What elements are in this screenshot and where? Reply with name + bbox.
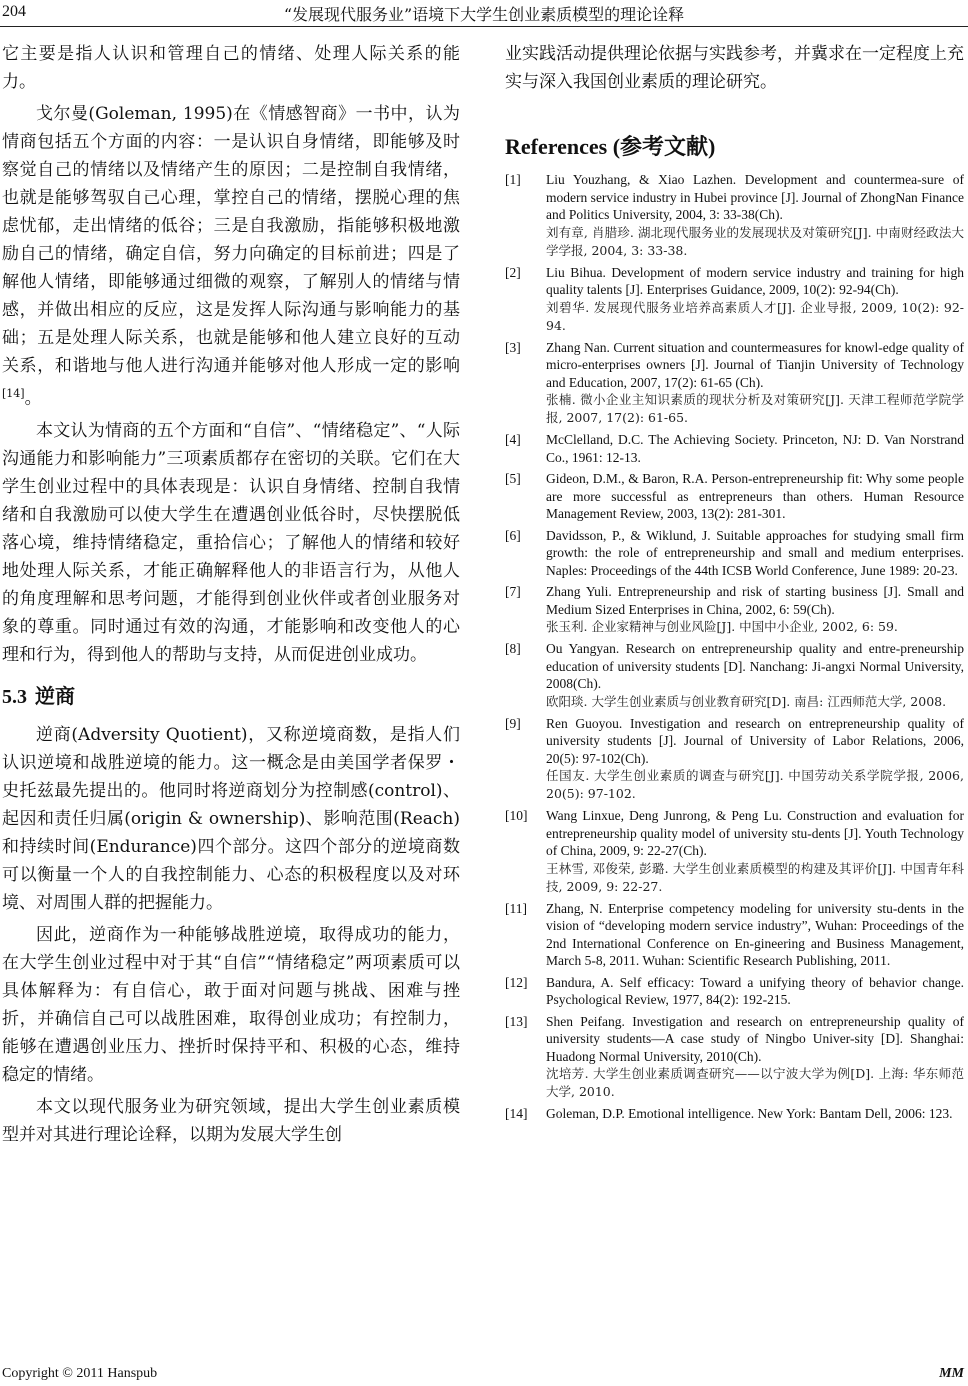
paragraph-end: 。 bbox=[24, 388, 42, 409]
paragraph-text: 戈尔曼(Goleman, 1995)在《情感智商》一书中，认为情商包括五个方面的内容：一是认识自身情绪，即能够及时察觉自己的情绪以及情绪产生的原因；二是控制自我情绪，也就是能够驾驭自己心理，掌控自己的情绪，摆脱心理的焦虑忧郁，走出情绪的低谷；三是自我激励，指能够积极地激励自己的情绪，确定自信，努力向确定的目标前进；四是了解他人情绪，即能够通过细微的观察，了解别人的情绪与情感，并做出相应的反应，这是发挥人际沟通与影响能力的基础；五是处理人际关系，也就是能够和他人建立良好的互动关系，和谐地与他人进行沟通并能够对他人形成一定的影响 bbox=[2, 104, 460, 376]
reference-english: Davidsson, P., & Wiklund, J. Suitable approaches for studying small firm growth: the role of entrepreneurship and small and medium enterprises. Naples: Proceedings of the 44th ICSB World Conference, June 1989: 20-23. bbox=[546, 527, 964, 578]
reference-number: [1] bbox=[505, 172, 521, 187]
page-number: 204 bbox=[2, 3, 26, 20]
reference-english: Bandura, A. Self efficacy: Toward a unifying theory of behavior change. Psychological Review, 1977, 84(2): 192-215. bbox=[546, 974, 964, 1007]
reference-chinese: 王林雪, 邓俊荣, 彭璐. 大学生创业素质模型的构建及其评价[J]. 中国青年科技, 2009, 9: 22-27. bbox=[546, 860, 964, 894]
reference-item bbox=[505, 1013, 964, 1102]
reference-english: Zhang Yuli. Entrepreneurship and risk of starting business [J]. Small and Medium Sized Enterprises in China, 2002, 6: 59(Ch). bbox=[546, 584, 964, 617]
reference-item bbox=[505, 431, 964, 466]
reference-item bbox=[505, 1105, 964, 1123]
page-header bbox=[0, 0, 968, 27]
reference-item bbox=[505, 527, 964, 580]
reference-item bbox=[505, 807, 964, 896]
reference-number: [9] bbox=[505, 715, 521, 731]
reference-number: [10] bbox=[505, 808, 528, 823]
reference-chinese: 欧阳琰. 大学生创业素质与创业教育研究[D]. 南昌: 江西师范大学, 2008. bbox=[546, 693, 947, 709]
reference-number: [4] bbox=[505, 432, 521, 447]
reference-chinese: 张玉利. 企业家精神与创业风险[J]. 中国中小企业, 2002, 6: 59. bbox=[546, 619, 898, 634]
reference-english: Ren Guoyou. Investigation and research on entrepreneurship quality of university students [J]. Journal of University of Labor Relations, 2006, 20(5): 97-102(Ch). bbox=[546, 715, 964, 766]
reference-number: [14] bbox=[505, 1106, 528, 1121]
reference-item bbox=[505, 640, 964, 711]
reference-number: [11] bbox=[505, 900, 527, 916]
journal-abbreviation: MM bbox=[939, 1366, 964, 1381]
reference-number: [3] bbox=[505, 339, 521, 355]
reference-english: Wang Linxue, Deng Junrong, & Peng Lu. Construction and evaluation for entrepreneurship quality model of university stu-dents [J]. Youth Technology of China, 2009, 9: 22-27(Ch). bbox=[546, 808, 964, 858]
reference-english: Liu Youzhang, & Xiao Lazhen. Development and countermea-sure of modern service industry in Hubei province [J]. Journal of ZhongNan Finance and Politics University, 2004, 3: 33-38(Ch). bbox=[546, 172, 964, 222]
reference-number: [8] bbox=[505, 641, 521, 656]
reference-item bbox=[505, 171, 964, 260]
body-paragraph: 因此，逆商作为一种能够战胜逆境，取得成功的能力，在大学生创业过程中对于其“自信”“情绪稳定”两项素质可以具体解释为：有自信心，敢于面对问题与挑战、困难与挫折，并确信自己可以战胜困难，取得创业成功；有控制力，能够在遭遇创业压力、挫折时保持平和、积极的心态，维持稳定的情绪。 bbox=[2, 924, 460, 1085]
body-paragraph: 逆商(Adversity Quotient)，又称逆境商数，是指人们认识逆境和战胜逆境的能力。这一概念是由美国学者保罗・史托兹最先提出的。他同时将逆商划分为控制感(control)、起因和责任归属(origin & ownership)、影响范围(Reach)和持续时间(Endurance)四个部分。这四个部分的逆境商数可以衡量一个人的自我控制能力、心态的积极程度以及对环境、对周围人群的把握能力。 bbox=[2, 724, 460, 913]
reference-chinese: 沈培芳. 大学生创业素质调查研究——以宁波大学为例[D]. 上海: 华东师范大学, 2010. bbox=[546, 1066, 964, 1099]
reference-english: Zhang, N. Enterprise competency modeling for university stu-dents in the vision of “developing modern service industry”, Wuhan: Proceedings of the 2nd International Conference on En-gineering and Business Management, March 5-8, 2011. Wuhan: Scientific Research Publishing, 2011. bbox=[546, 900, 964, 968]
reference-number: [12] bbox=[505, 974, 528, 990]
body-paragraph: 业实践活动提供理论依据与实践参考，并冀求在一定程度上充实与深入我国创业素质的理论研究。 bbox=[505, 44, 964, 92]
reference-english: Ou Yangyan. Research on entrepreneurship quality and entre-preneurship education of university students [D]. Nanchang: Ji-angxi Normal University, 2008(Ch). bbox=[546, 641, 964, 691]
right-column bbox=[505, 40, 964, 1346]
body-paragraph: 它主要是指人认识和管理自己的情绪、处理人际关系的能力。 bbox=[2, 44, 460, 92]
reference-chinese: 任国友. 大学生创业素质的调查与研究[J]. 中国劳动关系学院学报, 2006, 20(5): 97-102. bbox=[546, 768, 964, 801]
reference-number: [13] bbox=[505, 1013, 528, 1029]
body-paragraph bbox=[2, 100, 460, 413]
copyright: Copyright © 2011 Hanspub bbox=[2, 1366, 158, 1381]
reference-number: [6] bbox=[505, 527, 521, 543]
reference-english: McClelland, D.C. The Achieving Society. Princeton, NJ: D. Van Norstrand Co., 1961: 12-13. bbox=[546, 432, 964, 465]
reference-english: Shen Peifang. Investigation and research on entrepreneurship quality of university students—A case study of Ningbo Univer-sity [D]. Shanghai: Huadong Normal University, 2010(Ch). bbox=[546, 1013, 964, 1064]
body-paragraph: 本文认为情商的五个方面和“自信”、“情绪稳定”、“人际沟通能力和影响能力”三项素质都存在密切的关联。它们在大学生创业过程中的具体表现是：认识自身情绪、控制自我情绪和自我激励可以使大学生在遭遇创业低谷时，尽快摆脱低落心境，维持情绪稳定，重拾信心；了解他人的情绪和较好地处理人际关系，才能正确解释他人的非语言行为，从他人的角度理解和思考问题，才能得到创业伙伴或者创业服务对象的尊重。同时通过有效的沟通，才能影响和改变他人的心理和行为，得到他人的帮助与支持，从而促进创业成功。 bbox=[2, 420, 460, 665]
reference-item bbox=[505, 470, 964, 523]
reference-item bbox=[505, 339, 964, 428]
reference-item bbox=[505, 264, 964, 335]
section-heading bbox=[2, 683, 460, 711]
section-title: 逆商 bbox=[35, 685, 75, 708]
reference-english: Gideon, D.M., & Baron, R.A. Person-entrepreneurship fit: Why some people are more successful as entrepreneurs than others. Human Resource Management Review, 2003, 13(2): 281-301. bbox=[546, 471, 964, 521]
reference-number: [7] bbox=[505, 584, 521, 599]
page-footer bbox=[0, 1364, 968, 1386]
reference-english: Zhang Nan. Current situation and countermeasures for knowl-edge quality of micro-enterprises owners [J]. Journal of Tianjin University of Technology and Education, 2007, 17(2): 61-65 (Ch). bbox=[546, 339, 964, 390]
left-column bbox=[2, 40, 460, 1346]
reference-item bbox=[505, 583, 964, 636]
reference-english: Liu Bihua. Development of modern service industry and training for high quality talents [J]. Enterprises Guidance, 2009, 10(2): 92-94(Ch). bbox=[546, 264, 964, 297]
reference-chinese: 刘有章, 肖腊珍. 湖北现代服务业的发展现状及对策研究[J]. 中南财经政法大学学报, 2004, 3: 33-38. bbox=[546, 224, 964, 258]
reference-item bbox=[505, 974, 964, 1009]
running-title: “发展现代服务业”语境下大学生创业素质模型的理论诠释 bbox=[283, 5, 685, 24]
references-title: References (参考文献) bbox=[505, 134, 716, 159]
section-number: 5.3 bbox=[2, 685, 27, 708]
reference-number: [5] bbox=[505, 471, 521, 486]
citation: [14] bbox=[2, 387, 25, 400]
reference-list bbox=[505, 171, 964, 1123]
body-paragraph: 本文以现代服务业为研究领域，提出大学生创业素质模型并对其进行理论诠释，以期为发展大学生创 bbox=[2, 1096, 460, 1145]
reference-chinese: 张楠. 微小企业主知识素质的现状分析及对策研究[J]. 天津工程师范学院学报, 2007, 17(2): 61-65. bbox=[546, 392, 964, 425]
reference-english: Goleman, D.P. Emotional intelligence. New York: Bantam Dell, 2006: 123. bbox=[546, 1106, 953, 1121]
reference-item bbox=[505, 900, 964, 970]
reference-number: [2] bbox=[505, 264, 521, 280]
reference-item bbox=[505, 715, 964, 804]
reference-chinese: 刘碧华. 发展现代服务业培养高素质人才[J]. 企业导报, 2009, 10(2): 92-94. bbox=[546, 299, 964, 333]
